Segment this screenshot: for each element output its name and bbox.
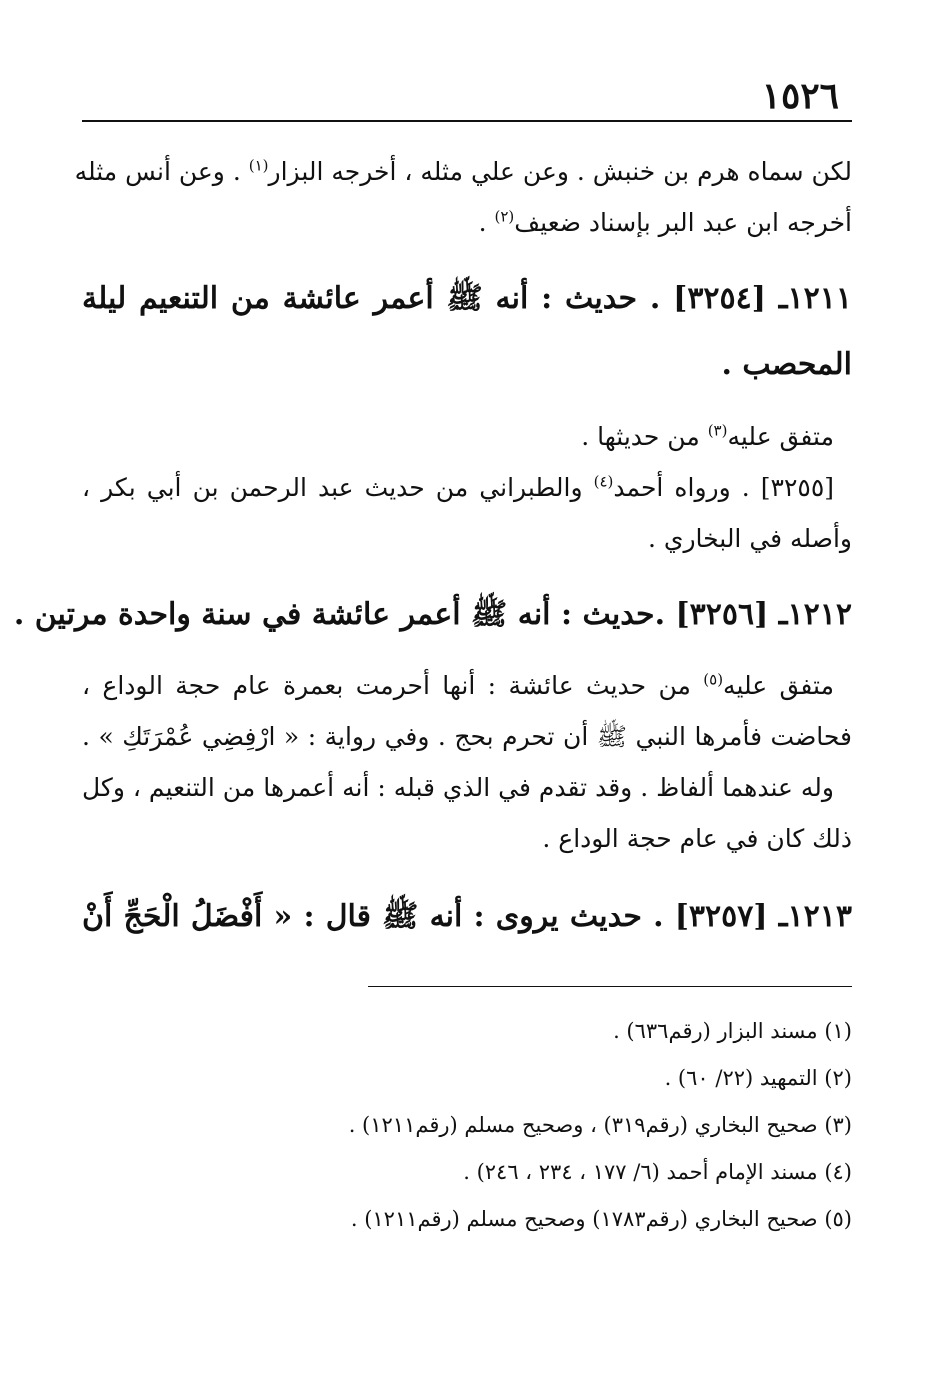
footnote-separator: [368, 986, 852, 987]
footnote-4: (٤) مسند الإمام أحمد (٦/ ١٧٧ ، ٢٣٤ ، ٢٤٦) .: [463, 1160, 852, 1184]
hadith-1211-heading: [82, 268, 852, 396]
footnote-5: (٥) صحيح البخاري (رقم١٧٨٣) وصحيح مسلم (رقم١٢١١) .: [350, 1207, 852, 1231]
header-rule: [82, 120, 852, 122]
footnotes: [82, 1008, 852, 1243]
intro-paragraph: [74, 146, 852, 248]
footnote-3: (٣) صحيح البخاري (رقم٣١٩) ، وصحيح مسلم (رقم١٢١١) .: [348, 1113, 852, 1137]
commentary-line: وأصله في البخاري .: [647, 524, 852, 553]
commentary-line: متفق عليه$^{(٥)}$ من حديث عائشة : أنها أحرمت بعمرة عام حجة الوداع ،: [82, 670, 834, 700]
commentary-line: متفق عليه$^{(٣)}$ من حديثها .: [581, 421, 834, 451]
heading-line: ١٢١٢ـ [٣٢٥٦] .حديث : أنه ﷺ أعمر عائشة في سنة واحدة مرتين .: [13, 597, 852, 632]
commentary-line: ذلك كان في عام حجة الوداع .: [542, 824, 852, 853]
commentary-line: وله عندهما ألفاظ . وقد تقدم في الذي قبله : أنه أعمرها من التنعيم ، وكل: [82, 773, 834, 802]
footnote-ref-3[interactable]: (٣): [707, 421, 728, 440]
hadith-1211-commentary: [82, 411, 852, 564]
intro-line-2: أخرجه ابن عبد البر بإسناد ضعيف$^{(٢)}$ .: [478, 207, 852, 237]
footnote-ref-2[interactable]: (٢): [494, 207, 515, 226]
commentary-line: فحاضت فأمرها النبي ﷺ أن تحرم بحج . وفي رواية : « ارْفِضِي عُمْرَتَكِ » .: [82, 722, 852, 751]
footnote-1: (١) مسند البزار (رقم٦٣٦) .: [613, 1019, 852, 1043]
hadith-1212-commentary: [82, 660, 852, 864]
commentary-line: [٣٢٥٥] . ورواه أحمد$^{(٤)}$ والطبراني من حديث عبد الرحمن بن أبي بكر ،: [82, 472, 835, 502]
heading-line: ١٢١١ـ [٣٢٥٤] . حديث : أنه ﷺ أعمر عائشة من التنعيم ليلة: [82, 281, 852, 316]
footnote-ref-4[interactable]: (٤): [593, 472, 614, 491]
page-number: ١٥٢٦: [761, 75, 839, 117]
intro-line-1: لكن سماه هرم بن خنبش . وعن علي مثله ، أخرجه البزار$^{(١)}$ . وعن أنس مثله: [74, 156, 852, 186]
footnote-ref-5[interactable]: (٥): [703, 670, 724, 689]
hadith-1213-heading: [82, 886, 852, 948]
hadith-1212-heading: [13, 584, 852, 646]
footnote-ref-1[interactable]: (١): [248, 156, 269, 175]
footnote-2: (٢) التمهيد (٢٢/ ٦٠) .: [664, 1066, 852, 1090]
heading-line: ١٢١٣ـ [٣٢٥٧] . حديث يروى : أنه ﷺ قال : « أَفْضَلُ الْحَجِّ أَنْ: [82, 899, 852, 934]
heading-line: المحصب .: [721, 347, 852, 382]
